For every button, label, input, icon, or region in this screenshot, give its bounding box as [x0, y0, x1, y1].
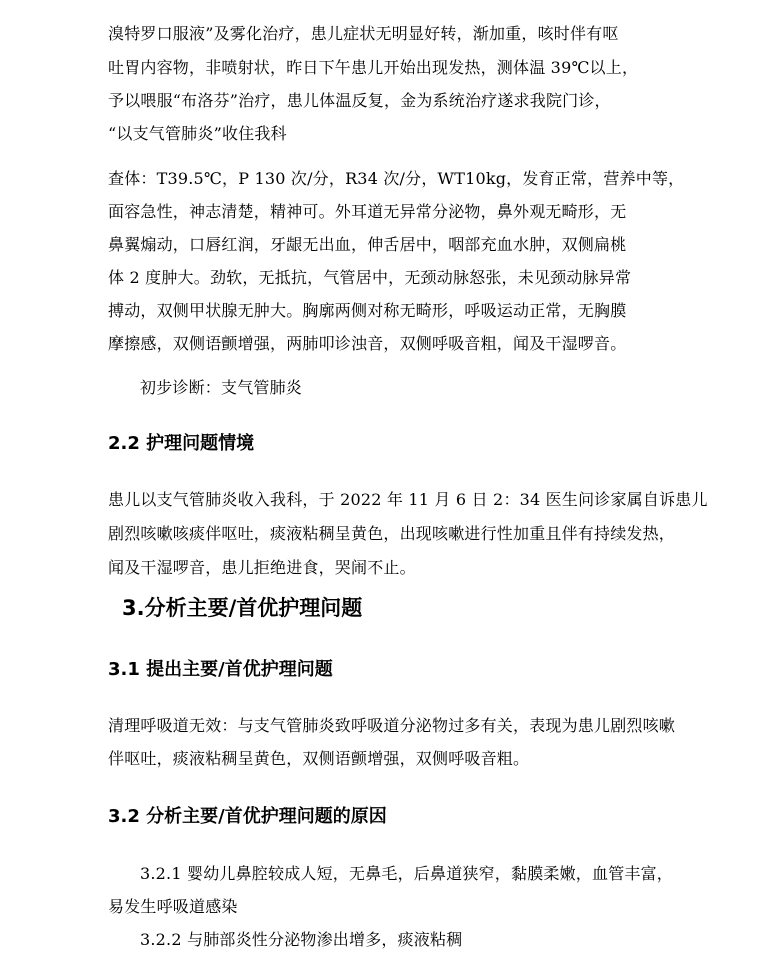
s31-line-2: 伴呕吐，痰液粘稠呈黄色，双侧语颤增强，双侧呼吸音粗。	[108, 749, 530, 768]
s22-line-3: 闻及干湿啰音，患儿拒绝进食，哭闹不止。	[108, 558, 416, 577]
history-line-2: 吐胃内容物，非喷射状，昨日下午患儿开始出现发热，测体温 39℃以上，	[108, 58, 639, 77]
exam-line-2: 面容急性，神志清楚，精神可。外耳道无异常分泌物，鼻外观无畸形，无	[108, 202, 627, 221]
history-line-1: 溴特罗口服液”及雾化治疗，患儿症状无明显好转，渐加重，咳时伴有呕	[108, 24, 619, 43]
history-line-4: “以支气管肺炎”收住我科	[108, 124, 287, 143]
s22-line-1: 患儿以支气管肺炎收入我科，于 2022 年 11 月 6 日 2：34 医生问诊家属自诉患儿	[108, 490, 708, 509]
exam-line-5: 搏动，双侧甲状腺无肿大。胸廓两侧对称无畸形，呼吸运动正常，无胸膜	[108, 301, 627, 320]
s22-line-2: 剧烈咳嗽咳痰伴呕吐，痰液粘稠呈黄色，出现咳嗽进行性加重且伴有持续发热，	[108, 524, 676, 543]
heading-2-2: 2.2 护理问题情境	[108, 433, 255, 454]
exam-line-6: 摩擦感，双侧语颤增强，两肺叩诊浊音，双侧呼吸音粗，闻及干湿啰音。	[108, 334, 627, 353]
exam-line-3: 鼻翼煽动，口唇红润，牙龈无出血，伸舌居中，咽部充血水肿，双侧扁桃	[108, 235, 627, 254]
history-line-3: 予以喂服“布洛芬”治疗，患儿体温反复，金为系统治疗遂求我院门诊，	[108, 91, 611, 110]
exam-line-1: 查体：T39.5℃，P 130 次/分，R34 次/分，WT10kg，发育正常，营养中等，	[108, 169, 685, 188]
heading-3: 3.分析主要/首优护理问题	[122, 596, 363, 620]
s32-item1-line-2: 易发生呼吸道感染	[108, 897, 238, 916]
heading-3-1: 3.1 提出主要/首优护理问题	[108, 659, 333, 680]
s31-line-1: 清理呼吸道无效：与支气管肺炎致呼吸道分泌物过多有关，表现为患儿剧烈咳嗽	[108, 716, 676, 735]
s32-item2-line-1: 3.2.2 与肺部炎性分泌物渗出增多，痰液粘稠	[140, 930, 463, 949]
s32-item1-line-1: 3.2.1 婴幼儿鼻腔较成人短，无鼻毛，后鼻道狭窄，黏膜柔嫩，血管丰富，	[140, 864, 673, 883]
diagnosis-line: 初步诊断：支气管肺炎	[140, 378, 303, 397]
exam-line-4: 体 2 度肿大。劲软，无抵抗，气管居中，无颈动脉怒张，未见颈动脉异常	[108, 268, 632, 287]
heading-3-2: 3.2 分析主要/首优护理问题的原因	[108, 806, 387, 827]
